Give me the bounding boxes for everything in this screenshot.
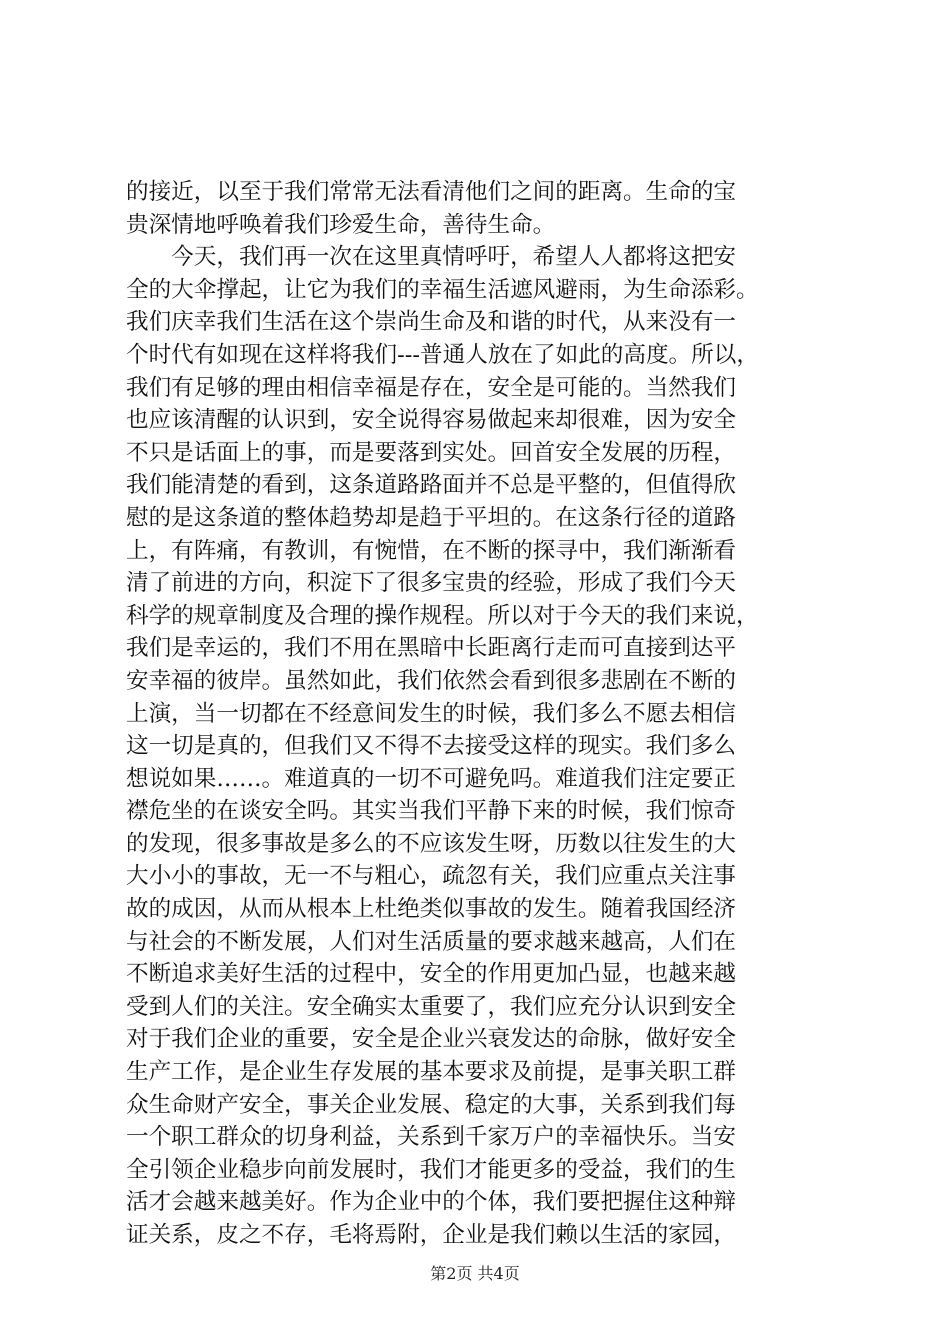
page-footer: 第2页 共4页 xyxy=(430,1264,520,1283)
text-line: 故的成因，从而从根本上杜绝类似事故的发生。随着我国经济 xyxy=(126,896,737,923)
text-line: 安幸福的彼岸。虽然如此，我们依然会看到很多悲剧在不断的 xyxy=(126,667,737,694)
text-line: 全的大伞撑起，让它为我们的幸福生活遮风避雨，为生命添彩。 xyxy=(126,276,759,303)
text-line: 的接近，以至于我们常常无法看清他们之间的距离。生命的宝 xyxy=(126,179,737,205)
text-line: 个时代有如现在这样将我们---普通人放在了如此的高度。所以， xyxy=(126,341,759,368)
text-line: 大小小的事故，无一不与粗心，疏忽有关，我们应重点关注事 xyxy=(126,863,737,890)
text-line: 上，有阵痛，有教训，有惋惜，在不断的探寻中，我们渐渐看 xyxy=(126,537,737,564)
text-line: 生产工作，是企业生存发展的基本要求及前提，是事关职工群 xyxy=(126,1059,737,1086)
text-line: 不只是话面上的事，而是要落到实处。回首安全发展的历程， xyxy=(126,439,737,466)
text-line: 全引领企业稳步向前发展时，我们才能更多的受益，我们的生 xyxy=(126,1156,737,1183)
text-line: 我们有足够的理由相信幸福是存在，安全是可能的。当然我们 xyxy=(126,374,737,401)
text-line: 今天，我们再一次在这里真情呼吁，希望人人都将这把安 xyxy=(126,244,737,271)
text-line: 一个职工群众的切身利益，关系到千家万户的幸福快乐。当安 xyxy=(126,1124,737,1151)
text-line: 我们能清楚的看到，这条道路路面并不总是平整的，但值得欣 xyxy=(126,472,737,499)
text-line: 不断追求美好生活的过程中，安全的作用更加凸显，也越来越 xyxy=(126,961,737,988)
text-line: 清了前进的方向，积淀下了很多宝贵的经验，形成了我们今天 xyxy=(126,570,737,597)
text-line: 的发现，很多事故是多么的不应该发生呀，历数以往发生的大 xyxy=(126,830,737,857)
body-text xyxy=(126,176,846,1252)
text-line: 众生命财产安全，事关企业发展、稳定的大事，关系到我们每 xyxy=(126,1091,737,1118)
text-line: 受到人们的关注。安全确实太重要了，我们应充分认识到安全 xyxy=(126,993,737,1020)
text-line: 上演，当一切都在不经意间发生的时候，我们多么不愿去相信 xyxy=(126,700,737,727)
text-line: 想说如果……。难道真的一切不可避免吗。难道我们注定要正 xyxy=(126,765,737,792)
text-line: 这一切是真的，但我们又不得不去接受这样的现实。我们多么 xyxy=(126,733,737,760)
text-line: 科学的规章制度及合理的操作规程。所以对于今天的我们来说， xyxy=(126,602,759,629)
text-line: 贵深情地呼唤着我们珍爱生命，善待生命。 xyxy=(126,211,556,238)
text-line: 活才会越来越美好。作为企业中的个体，我们要把握住这种辩 xyxy=(126,1189,737,1216)
text-line: 慰的是这条道的整体趋势却是趋于平坦的。在这条行径的道路 xyxy=(126,504,737,531)
text-line: 对于我们企业的重要，安全是企业兴衰发达的命脉，做好安全 xyxy=(126,1026,737,1053)
text-line: 我们是幸运的，我们不用在黑暗中长距离行走而可直接到达平 xyxy=(126,635,737,662)
text-line: 也应该清醒的认识到，安全说得容易做起来却很难，因为安全 xyxy=(126,407,737,434)
text-line: 与社会的不断发展，人们对生活质量的要求越来越高，人们在 xyxy=(126,928,737,955)
text-line: 襟危坐的在谈安全吗。其实当我们平静下来的时候，我们惊奇 xyxy=(126,798,737,825)
text-line: 我们庆幸我们生活在这个崇尚生命及和谐的时代，从来没有一 xyxy=(126,309,737,336)
text-line: 证关系，皮之不存，毛将焉附，企业是我们赖以生活的家园， xyxy=(126,1222,737,1248)
